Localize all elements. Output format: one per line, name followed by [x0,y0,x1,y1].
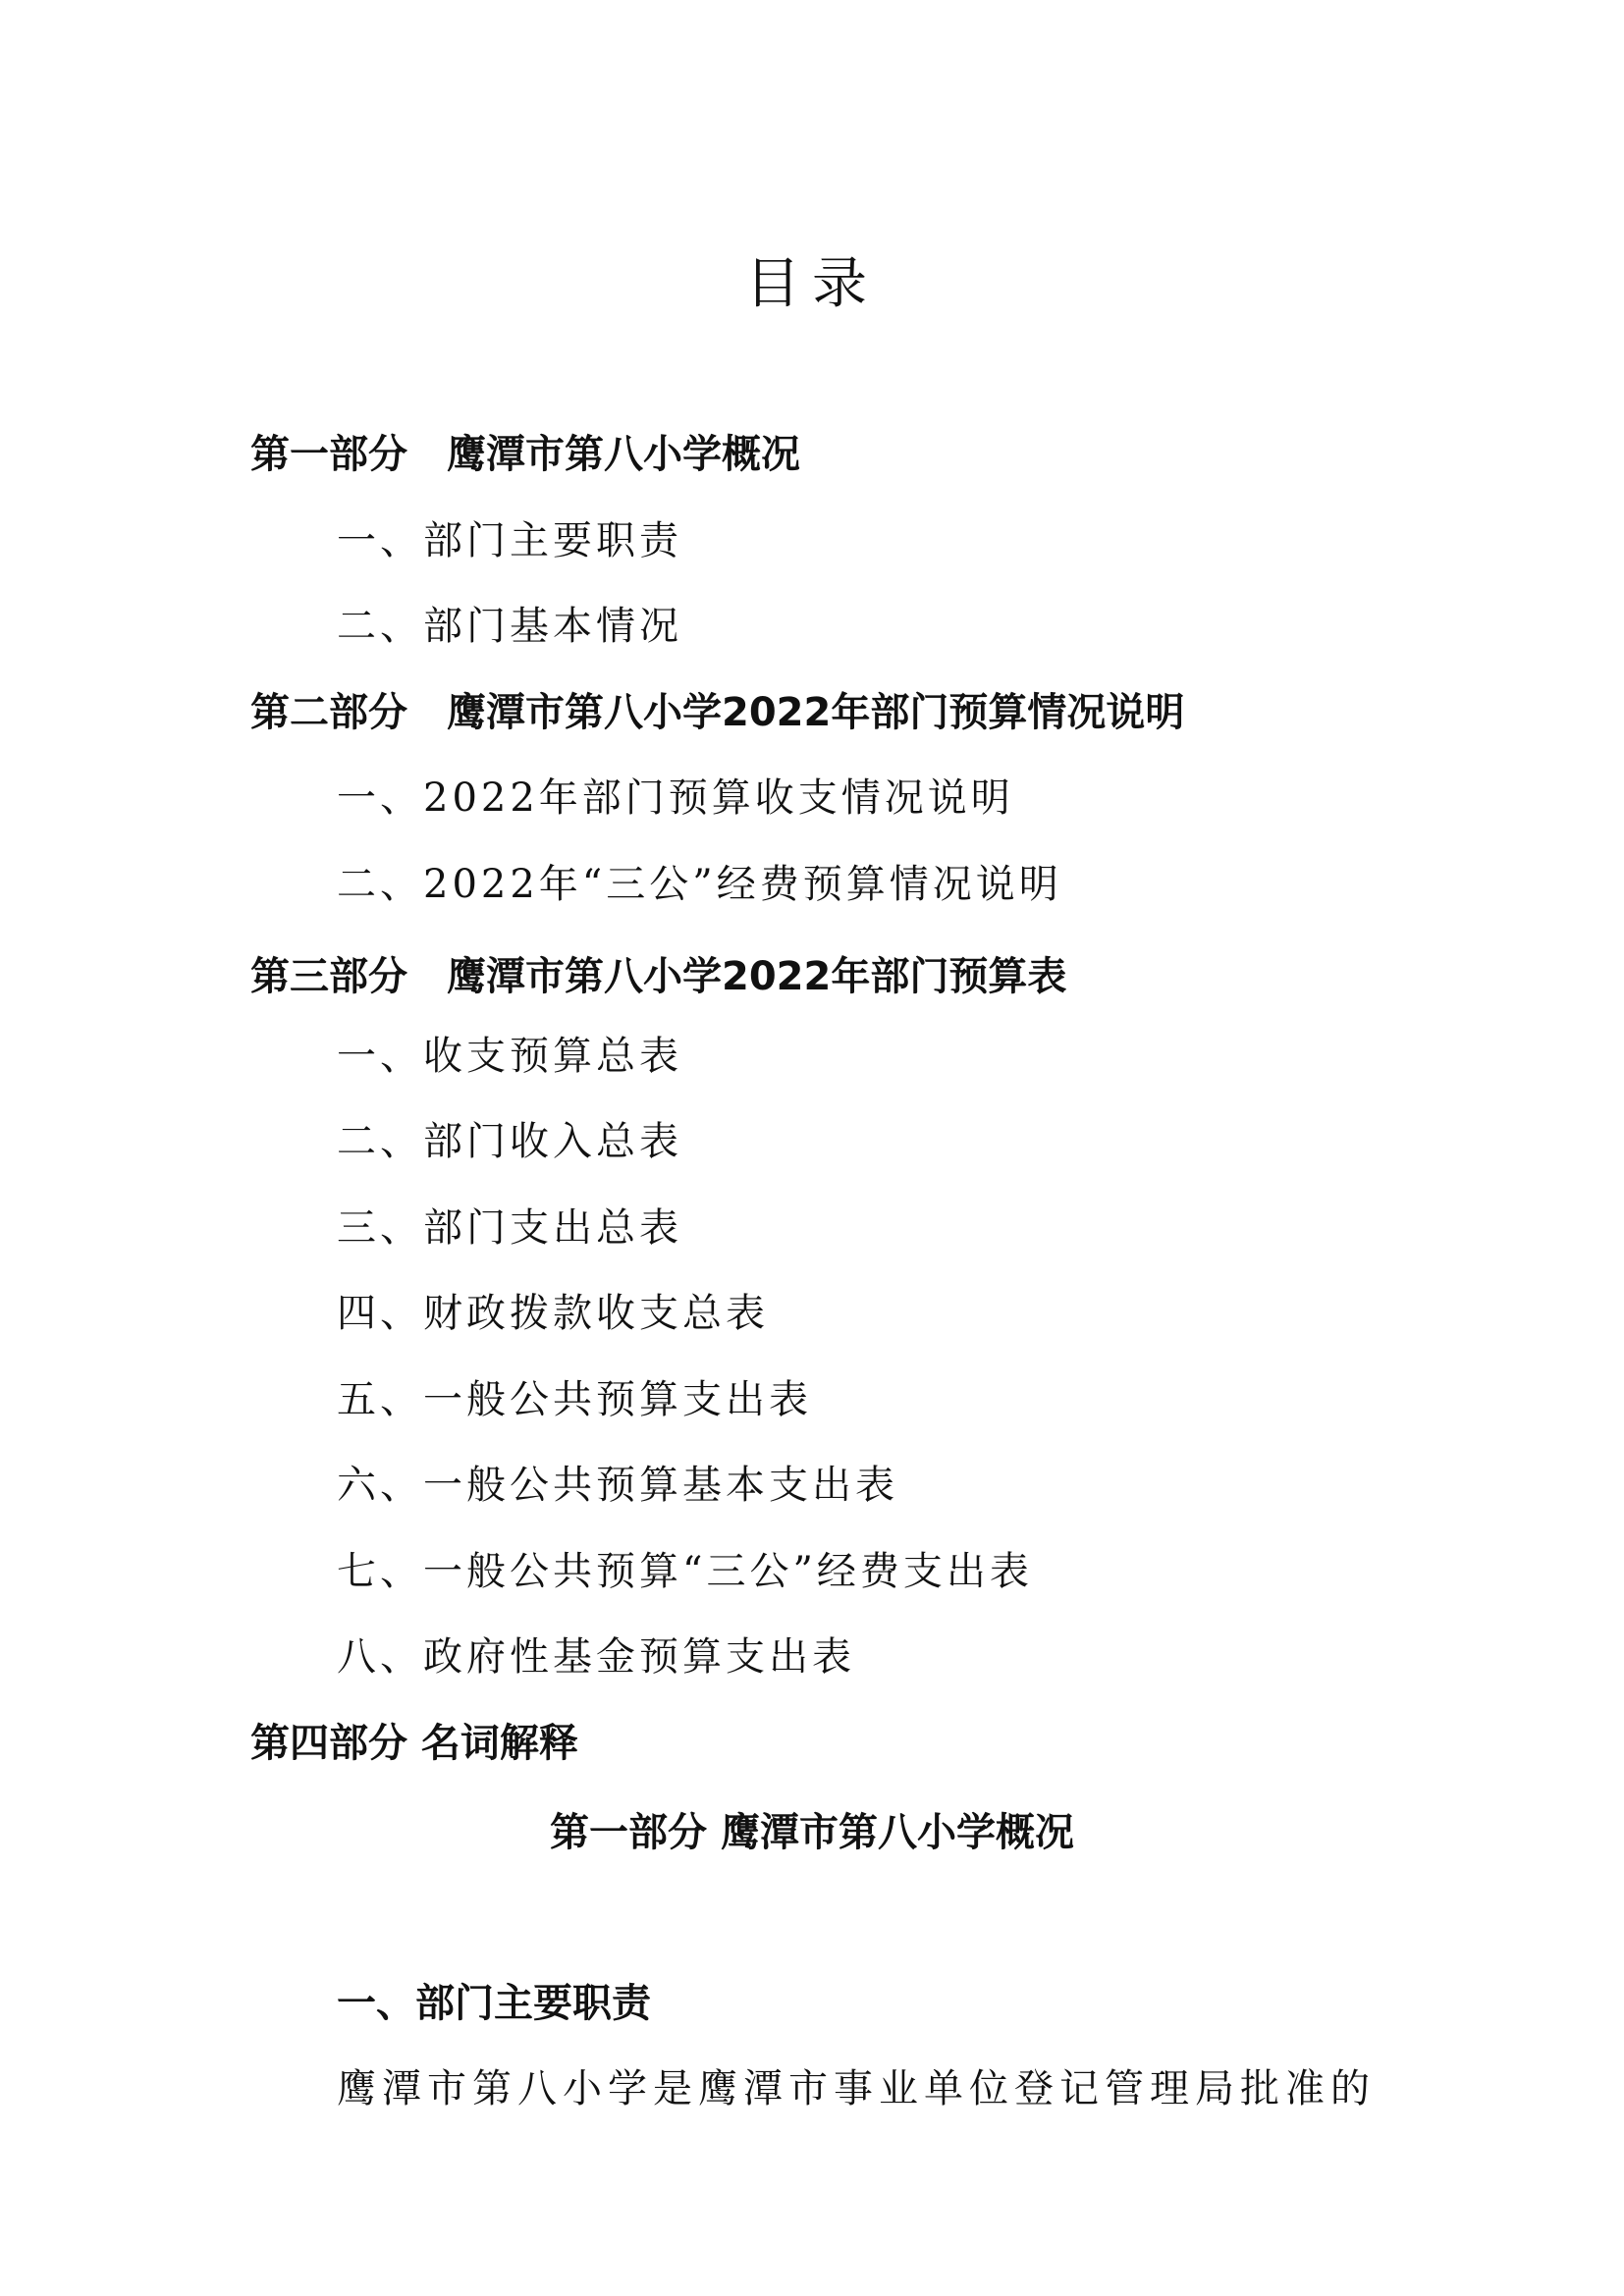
toc-part-3-item-8: 八、政府性基金预算支出表 [337,1634,855,1680]
toc-part-1-item-1: 一、部门主要职责 [337,518,682,563]
section-subheading: 一、部门主要职责 [337,1981,651,2026]
toc-part-3-item-7: 七、一般公共预算“三公”经费支出表 [337,1549,1033,1594]
section-heading: 第一部分 鹰潭市第八小学概况 [550,1810,1074,1855]
toc-part-3-item-1: 一、收支预算总表 [337,1034,682,1079]
toc-part-3-title: 第三部分 鹰潭市第八小学2022年部门预算表 [250,954,1067,999]
toc-part-1-item-2: 二、部门基本情况 [337,604,682,649]
toc-part-3-item-6: 六、一般公共预算基本支出表 [337,1463,898,1508]
toc-part-2-item-1: 一、2022年部门预算收支情况说明 [337,775,1014,821]
toc-part-3-item-2: 二、部门收入总表 [337,1119,682,1164]
toc-part-3-item-5: 五、一般公共预算支出表 [337,1377,812,1422]
section-paragraph: 鹰潭市第八小学是鹰潭市事业单位登记管理局批准的 [337,2066,1376,2111]
toc-part-3-item-3: 三、部门支出总表 [337,1205,682,1251]
toc-part-1-title: 第一部分 鹰潭市第八小学概况 [250,432,800,477]
toc-part-2-item-2: 二、2022年“三公”经费预算情况说明 [337,862,1062,907]
toc-title: 目录 [745,252,879,316]
toc-part-3-item-4: 四、财政拨款收支总表 [337,1291,769,1336]
toc-part-4-title: 第四部分 名词解释 [250,1721,578,1766]
toc-part-2-title: 第二部分 鹰潭市第八小学2022年部门预算情况说明 [250,690,1185,735]
